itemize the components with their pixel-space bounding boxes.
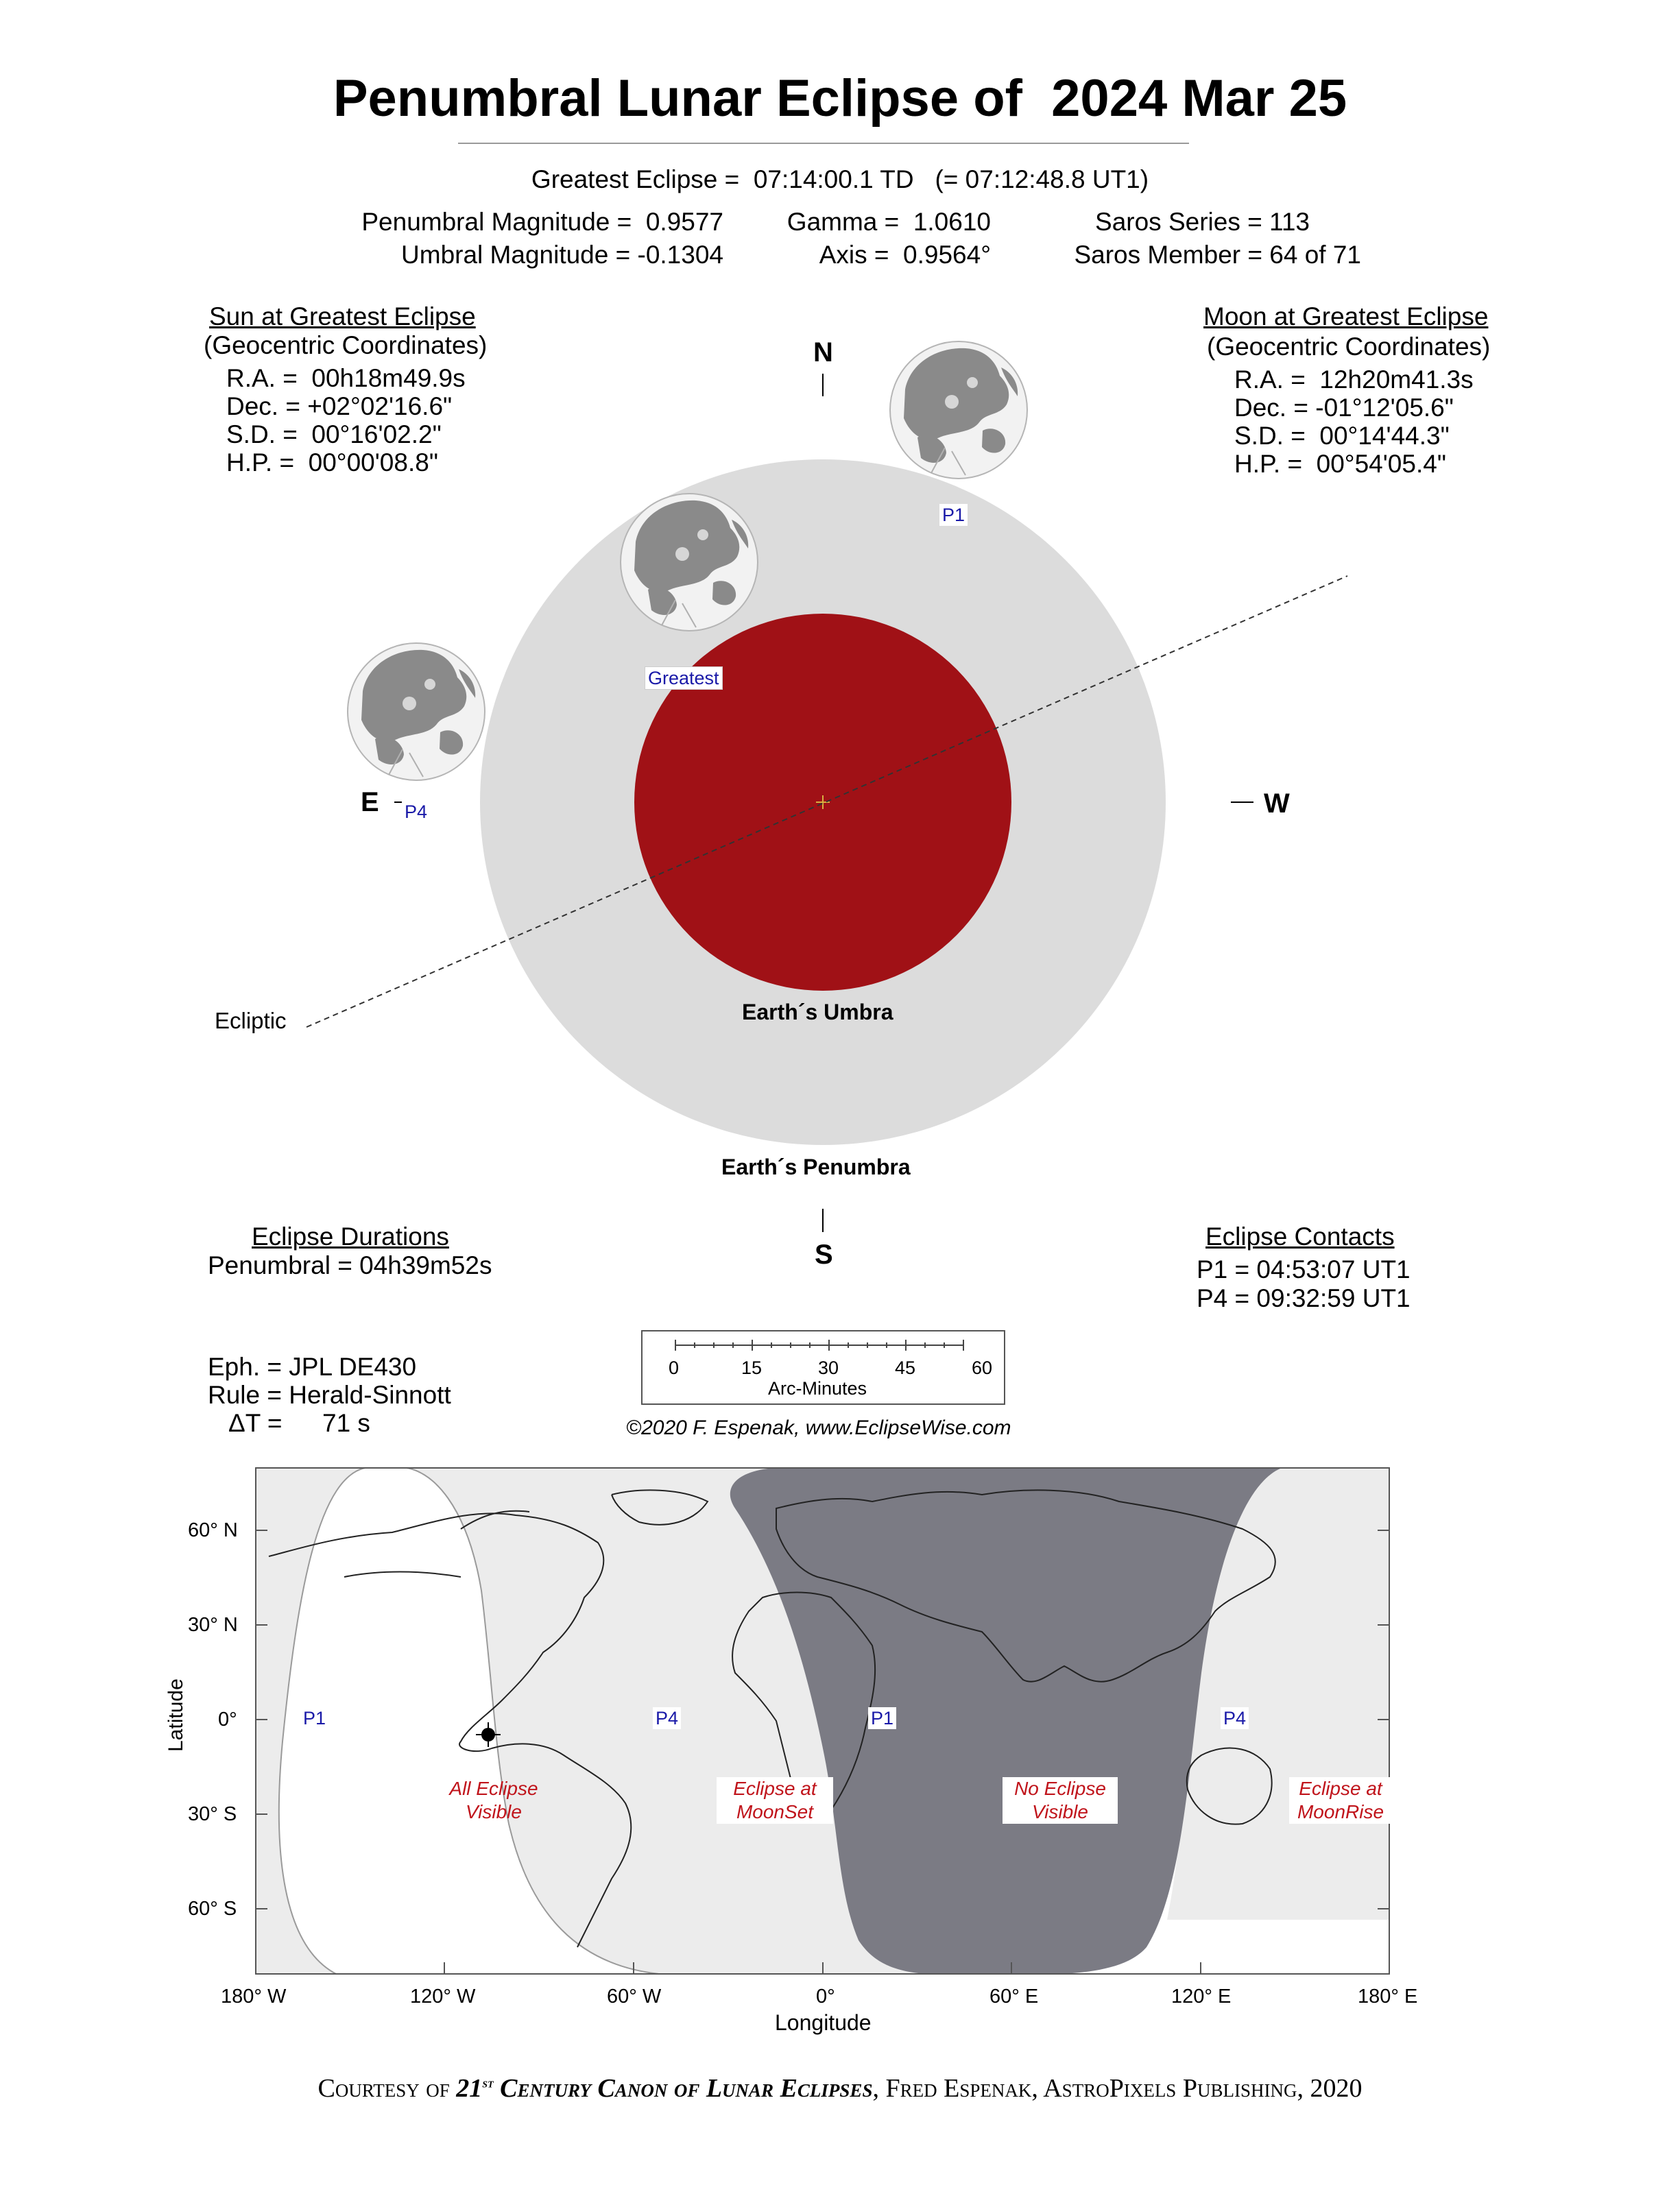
sun-sd: S.D. = 00°16'02.2" [226, 420, 442, 448]
moon-dec: Dec. = -01°12'05.6" [1234, 394, 1454, 422]
moon-greatest [621, 494, 758, 631]
scale-label: Arc-Minutes [768, 1378, 867, 1399]
moon-hp: H.P. = 00°54'05.4" [1234, 450, 1446, 478]
zone-label-all-visible [432, 1777, 555, 1824]
ephemeris-rule: Rule = Herald-Sinnott [208, 1381, 451, 1409]
contact-p4: P4 = 09:32:59 UT1 [1197, 1284, 1411, 1312]
ecliptic-label: Ecliptic [215, 1008, 287, 1033]
sun-dec: Dec. = +02°02'16.6" [226, 392, 453, 420]
scale-tick-15: 15 [741, 1358, 763, 1378]
umbral-magnitude: Umbral Magnitude = -0.1304 [401, 241, 723, 269]
zone-label-moonrise [1289, 1777, 1392, 1824]
saros-series: Saros Series = 113 [1095, 208, 1310, 236]
lon-120w: 120° W [410, 1986, 476, 2008]
zone-label-moonset [717, 1777, 833, 1824]
lat-0: 0° [218, 1709, 237, 1731]
scale-tick-30: 30 [818, 1358, 839, 1378]
footer-century-suffix: st [482, 2075, 494, 2091]
copyright: ©2020 F. Espenak, www.EclipseWise.com [626, 1417, 1011, 1439]
penumbral-duration: Penumbral = 04h39m52s [208, 1251, 492, 1279]
north-label: N [813, 337, 833, 367]
moon-ra: R.A. = 12h20m41.3s [1234, 365, 1474, 394]
map-p4-west: P4 [653, 1707, 681, 1729]
scale-tick-45: 45 [895, 1358, 916, 1378]
moon-sd: S.D. = 00°14'44.3" [1234, 422, 1450, 450]
footer-credit [0, 2073, 1680, 2103]
lat-60n: 60° N [188, 1519, 238, 1541]
moon-p4 [348, 643, 485, 780]
zone-all-visible-line1: All Eclipse [449, 1778, 538, 1799]
lon-60e: 60° E [989, 1986, 1039, 2008]
south-label: S [815, 1240, 833, 1270]
sun-heading: Sun at Greatest Eclipse [209, 302, 476, 330]
zone-all-visible-line2: Visible [466, 1801, 522, 1822]
sun-ra: R.A. = 00h18m49.9s [226, 364, 466, 392]
moon-subheading: (Geocentric Coordinates) [1207, 333, 1491, 361]
scale-tick-0: 0 [669, 1358, 680, 1378]
footer-century-num: 21 [456, 2074, 483, 2103]
east-label: E [361, 787, 379, 817]
footer-courtesy: Courtesy of [317, 2074, 457, 2103]
lat-30n: 30° N [188, 1614, 238, 1636]
lon-120e: 120° E [1171, 1986, 1232, 2008]
saros-member: Saros Member = 64 of 71 [1074, 241, 1361, 269]
gamma-value: Gamma = 1.0610 [787, 208, 991, 236]
contact-p1: P1 = 04:53:07 UT1 [1197, 1255, 1411, 1283]
contacts-heading: Eclipse Contacts [1205, 1222, 1395, 1251]
p4-label: P4 [402, 801, 430, 823]
p1-label: P1 [939, 504, 968, 526]
map-p1-east: P1 [868, 1707, 896, 1729]
visibility-map [255, 1467, 1390, 1975]
lon-60w: 60° W [607, 1986, 662, 2008]
greatest-eclipse-time: Greatest Eclipse = 07:14:00.1 TD (= 07:12:48.8 UT1) [531, 165, 1149, 193]
map-p4-east: P4 [1221, 1707, 1249, 1729]
lon-180w: 180° W [221, 1986, 287, 2008]
lat-axis-label: Latitude [165, 1678, 187, 1752]
durations-heading: Eclipse Durations [252, 1222, 449, 1251]
zone-moonset-line2: MoonSet [736, 1801, 814, 1822]
footer-book-title: Century Canon of Lunar Eclipses [493, 2074, 873, 2103]
lon-0: 0° [816, 1986, 835, 2008]
scale-tick-60: 60 [972, 1358, 993, 1378]
delta-t-label: ΔT = [228, 1409, 283, 1437]
footer-publisher: , Fred Espenak, AstroPixels Publishing, 2020 [872, 2074, 1363, 2103]
moon-heading: Moon at Greatest Eclipse [1203, 302, 1489, 330]
penumbral-magnitude: Penumbral Magnitude = 0.9577 [361, 208, 723, 236]
west-label: W [1264, 788, 1290, 819]
lon-180e: 180° E [1358, 1986, 1418, 2008]
delta-t-value: 71 s [322, 1409, 370, 1437]
ephemeris: Eph. = JPL DE430 [208, 1353, 417, 1381]
lon-axis-label: Longitude [775, 2010, 872, 2035]
zone-moonrise-line2: MoonRise [1297, 1801, 1384, 1822]
umbra-label: Earth´s Umbra [742, 1000, 893, 1024]
zone-moonset-line1: Eclipse at [733, 1778, 817, 1799]
penumbra-label: Earth´s Penumbra [721, 1155, 911, 1179]
moon-p1 [890, 341, 1027, 479]
sun-hp: H.P. = 00°00'08.8" [226, 448, 438, 477]
greatest-label: Greatest [645, 666, 723, 690]
zone-none-line1: No Eclipse [1014, 1778, 1106, 1799]
zone-moonrise-line1: Eclipse at [1299, 1778, 1382, 1799]
map-p1-west: P1 [300, 1707, 328, 1729]
sun-subheading: (Geocentric Coordinates) [204, 331, 488, 359]
page-title: Penumbral Lunar Eclipse of 2024 Mar 25 [333, 69, 1347, 128]
axis-value: Axis = 0.9564° [819, 241, 991, 269]
zone-label-no-eclipse [1003, 1777, 1118, 1824]
zone-none-line2: Visible [1032, 1801, 1088, 1822]
lat-30s: 30° S [188, 1803, 237, 1825]
lat-60s: 60° S [188, 1898, 237, 1920]
